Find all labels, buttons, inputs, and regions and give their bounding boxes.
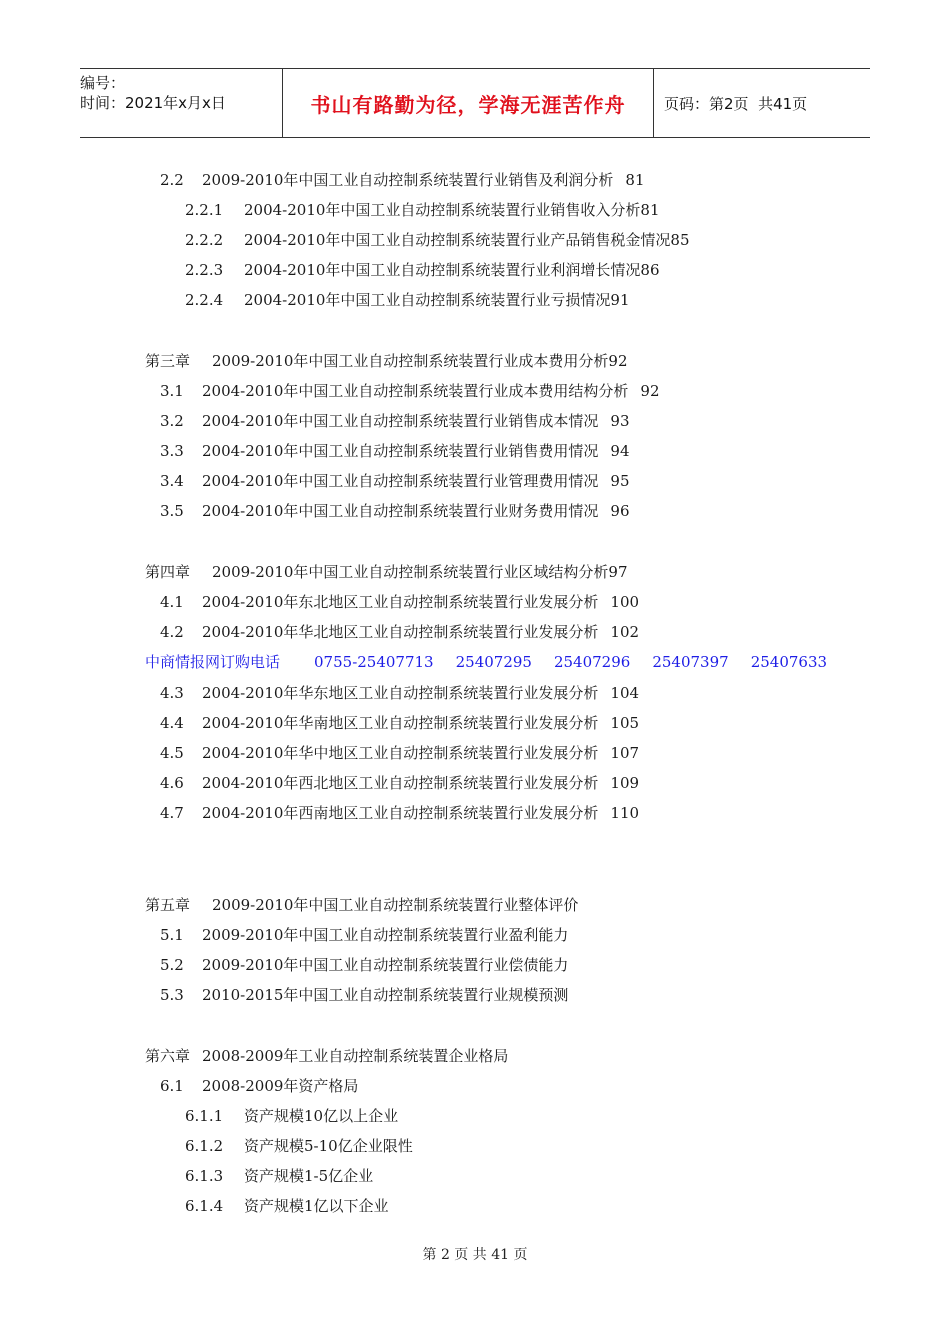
toc-title: 2004-2010年中国工业自动控制系统装置行业销售收入分析 — [244, 201, 641, 219]
toc-entry[interactable] — [160, 768, 639, 798]
page-count-label: 页码：第2页 共41页 — [664, 94, 808, 113]
toc-title: 2004-2010年中国工业自动控制系统装置行业销售费用情况 — [202, 442, 599, 460]
toc-title: 2004-2010年中国工业自动控制系统装置行业成本费用结构分析 — [202, 382, 629, 400]
toc-number: 第五章 — [145, 896, 191, 914]
motto-text: 书山有路勤为径，学海无涯苦作舟 — [310, 92, 626, 117]
toc-chapter[interactable] — [145, 890, 578, 920]
toc-title: 2009-2010年中国工业自动控制系统装置行业整体评价 — [212, 896, 579, 914]
toc-number: 4.1 — [160, 593, 184, 611]
toc-entry[interactable] — [160, 617, 639, 647]
toc-number: 3.1 — [160, 382, 184, 400]
toc-page: 107 — [610, 744, 640, 762]
toc-title: 资产规模10亿以上企业 — [244, 1107, 399, 1125]
order-phone-label: 中商情报网订购电话 — [145, 653, 281, 671]
toc-title: 2004-2010年西北地区工业自动控制系统装置行业发展分析 — [202, 774, 599, 792]
toc-number: 5.1 — [160, 926, 184, 944]
page-header — [80, 68, 870, 138]
toc-entry[interactable] — [185, 225, 690, 255]
toc-number: 2.2.3 — [185, 261, 224, 279]
toc-entry[interactable] — [185, 1101, 398, 1131]
toc-page: 109 — [610, 774, 640, 792]
toc-title: 2004-2010年华中地区工业自动控制系统装置行业发展分析 — [202, 744, 599, 762]
toc-page: 96 — [610, 502, 630, 520]
toc-number: 4.3 — [160, 684, 184, 702]
toc-chapter[interactable] — [145, 1041, 508, 1071]
toc-page: 92 — [608, 352, 628, 370]
toc-number: 6.1.2 — [185, 1137, 224, 1155]
toc-title: 资产规模5-10亿企业限性 — [244, 1137, 413, 1155]
toc-title: 2009-2010年中国工业自动控制系统装置行业盈利能力 — [202, 926, 569, 944]
toc-page: 86 — [640, 261, 660, 279]
toc-page: 91 — [610, 291, 630, 309]
toc-page: 104 — [610, 684, 640, 702]
toc-entry[interactable] — [160, 678, 639, 708]
toc-number: 4.4 — [160, 714, 184, 732]
toc-number: 3.5 — [160, 502, 184, 520]
toc-title: 2008-2009年资产格局 — [202, 1077, 359, 1095]
toc-entry[interactable] — [160, 708, 639, 738]
toc-title: 2009-2010年中国工业自动控制系统装置行业偿债能力 — [202, 956, 569, 974]
toc-chapter[interactable] — [145, 557, 628, 587]
toc-entry[interactable] — [160, 436, 630, 466]
toc-title: 2004-2010年华东地区工业自动控制系统装置行业发展分析 — [202, 684, 599, 702]
toc-page: 81 — [625, 171, 645, 189]
phone-number: 25407397 — [652, 653, 729, 671]
toc-entry[interactable] — [185, 195, 660, 225]
toc-page: 105 — [610, 714, 640, 732]
toc-number: 4.6 — [160, 774, 184, 792]
toc-number: 2.2.4 — [185, 291, 224, 309]
toc-entry[interactable] — [160, 496, 630, 526]
toc-number: 6.1.4 — [185, 1197, 224, 1215]
toc-entry[interactable] — [160, 1071, 358, 1101]
toc-entry[interactable] — [160, 406, 630, 436]
toc-page: 110 — [610, 804, 640, 822]
toc-title: 资产规模1-5亿企业 — [244, 1167, 374, 1185]
header-motto — [282, 69, 654, 137]
toc-number: 4.2 — [160, 623, 184, 641]
toc-entry[interactable] — [185, 1161, 373, 1191]
toc-entry[interactable] — [185, 255, 660, 285]
toc-page: 92 — [640, 382, 660, 400]
toc-page: 97 — [608, 563, 628, 581]
toc-entry[interactable] — [160, 920, 568, 950]
toc-number: 5.2 — [160, 956, 184, 974]
toc-number: 2.2 — [160, 171, 184, 189]
toc-title: 2008-2009年工业自动控制系统装置企业格局 — [202, 1047, 509, 1065]
toc-title: 2004-2010年东北地区工业自动控制系统装置行业发展分析 — [202, 593, 599, 611]
toc-entry[interactable] — [160, 950, 568, 980]
toc-entry[interactable] — [160, 980, 568, 1010]
toc-number: 2.2.1 — [185, 201, 224, 219]
toc-number: 3.3 — [160, 442, 184, 460]
toc-chapter[interactable] — [145, 346, 628, 376]
toc-number: 3.2 — [160, 412, 184, 430]
toc-title: 2010-2015年中国工业自动控制系统装置行业规模预测 — [202, 986, 569, 1004]
toc-title: 2004-2010年中国工业自动控制系统装置行业产品销售税金情况 — [244, 231, 671, 249]
toc-number: 6.1.3 — [185, 1167, 224, 1185]
toc-page: 100 — [610, 593, 640, 611]
toc-title: 2009-2010年中国工业自动控制系统装置行业成本费用分析 — [212, 352, 609, 370]
toc-entry[interactable] — [185, 1191, 389, 1221]
toc-entry[interactable] — [160, 587, 639, 617]
toc-entry[interactable] — [160, 738, 639, 768]
toc-number: 4.7 — [160, 804, 184, 822]
toc-title: 2004-2010年华北地区工业自动控制系统装置行业发展分析 — [202, 623, 599, 641]
toc-title: 2004-2010年中国工业自动控制系统装置行业财务费用情况 — [202, 502, 599, 520]
doc-number-label: 编号： — [80, 74, 126, 92]
toc-number: 3.4 — [160, 472, 184, 490]
phone-number: 0755-25407713 — [314, 653, 434, 671]
header-page-info — [654, 69, 870, 137]
footer-page-number: 第 2 页 共 41 页 — [422, 1247, 528, 1263]
toc-title: 2009-2010年中国工业自动控制系统装置行业销售及利润分析 — [202, 171, 614, 189]
toc-page: 94 — [610, 442, 630, 460]
toc-page: 85 — [670, 231, 690, 249]
toc-title: 2004-2010年西南地区工业自动控制系统装置行业发展分析 — [202, 804, 599, 822]
page-footer — [0, 1244, 950, 1264]
toc-title: 2004-2010年中国工业自动控制系统装置行业亏损情况 — [244, 291, 611, 309]
header-meta — [80, 69, 282, 137]
phone-number: 25407633 — [750, 653, 828, 671]
toc-number: 第四章 — [145, 563, 191, 581]
toc-number: 6.1 — [160, 1077, 184, 1095]
phone-number: 25407295 — [455, 653, 532, 671]
toc-title: 2004-2010年中国工业自动控制系统装置行业利润增长情况 — [244, 261, 641, 279]
toc-title: 资产规模1亿以下企业 — [244, 1197, 389, 1215]
toc-number: 4.5 — [160, 744, 184, 762]
toc-entry[interactable] — [185, 1131, 413, 1161]
toc-title: 2004-2010年华南地区工业自动控制系统装置行业发展分析 — [202, 714, 599, 732]
toc-title: 2004-2010年中国工业自动控制系统装置行业管理费用情况 — [202, 472, 599, 490]
toc-entry[interactable] — [160, 376, 660, 406]
toc-number: 第六章 — [145, 1047, 191, 1065]
toc-entry[interactable] — [160, 466, 630, 496]
toc-title: 2004-2010年中国工业自动控制系统装置行业销售成本情况 — [202, 412, 599, 430]
toc-entry[interactable] — [160, 165, 645, 195]
toc-page: 102 — [610, 623, 640, 641]
toc-page: 95 — [610, 472, 630, 490]
order-phone-line — [145, 647, 849, 677]
phone-number: 25407296 — [553, 653, 631, 671]
toc-number: 2.2.2 — [185, 231, 224, 249]
toc-number: 6.1.1 — [185, 1107, 224, 1125]
toc-page: 81 — [640, 201, 660, 219]
toc-number: 第三章 — [145, 352, 191, 370]
date-label: 时间：2021年x月x日 — [80, 94, 226, 112]
toc-number: 5.3 — [160, 986, 184, 1004]
toc-entry[interactable] — [160, 798, 639, 828]
toc-page: 93 — [610, 412, 630, 430]
toc-title: 2009-2010年中国工业自动控制系统装置行业区域结构分析 — [212, 563, 609, 581]
toc-entry[interactable] — [185, 285, 630, 315]
